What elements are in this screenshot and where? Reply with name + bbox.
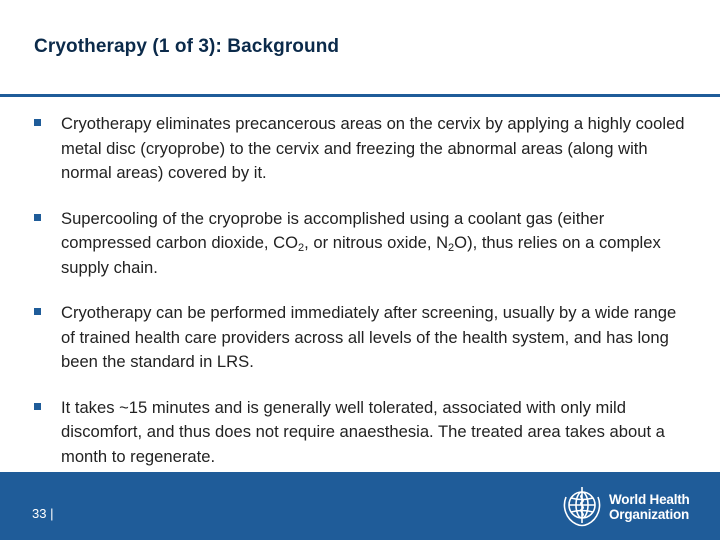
bullet-text: Cryotherapy eliminates precancerous areas on the cervix by applying a highly cooled metal disc (cryoprobe) to the cervix and freezing the abnormal areas (along with normal areas) covered by it. [61, 114, 685, 182]
bullet-list [34, 112, 694, 490]
subscript: 2 [298, 242, 305, 254]
bullet-item [34, 396, 694, 470]
logo-line: Organization [609, 507, 690, 522]
slide-title: Cryotherapy (1 of 3): Background [34, 36, 340, 57]
logo-line: World Health [609, 492, 690, 507]
footer-bar [0, 472, 720, 540]
bullet-item [34, 301, 694, 375]
title-divider [0, 94, 720, 97]
bullet-text-part: , or nitrous oxide, N [304, 233, 449, 252]
bullet-text: It takes ~15 minutes and is generally well tolerated, associated with only mild discomfort, and thus does not require anaesthesia. The treated area takes about a month to regenerate. [61, 397, 665, 466]
who-emblem-icon [558, 483, 606, 531]
square-bullet-icon [34, 214, 41, 221]
who-logo [558, 480, 698, 534]
bullet-text-part: Supercooling of the cryoprobe is accomplished using a coolant gas (either compressed carbon dioxide, CO [61, 208, 605, 252]
bullet-text [61, 209, 661, 277]
who-wordmark [609, 492, 690, 522]
bullet-text: Cryotherapy can be performed immediately after screening, usually by a wide range of trained health care providers across all levels of the health system, and has long been the standard in LRS. [61, 303, 677, 371]
page-number: 33 | [32, 506, 54, 521]
bullet-item [34, 112, 694, 186]
subscript: 2 [448, 242, 455, 254]
bullet-item [34, 207, 694, 281]
square-bullet-icon [34, 308, 41, 315]
square-bullet-icon [34, 403, 41, 410]
bullet-text-part: O), thus relies on a complex supply chain. [61, 233, 661, 277]
square-bullet-icon [34, 119, 41, 126]
